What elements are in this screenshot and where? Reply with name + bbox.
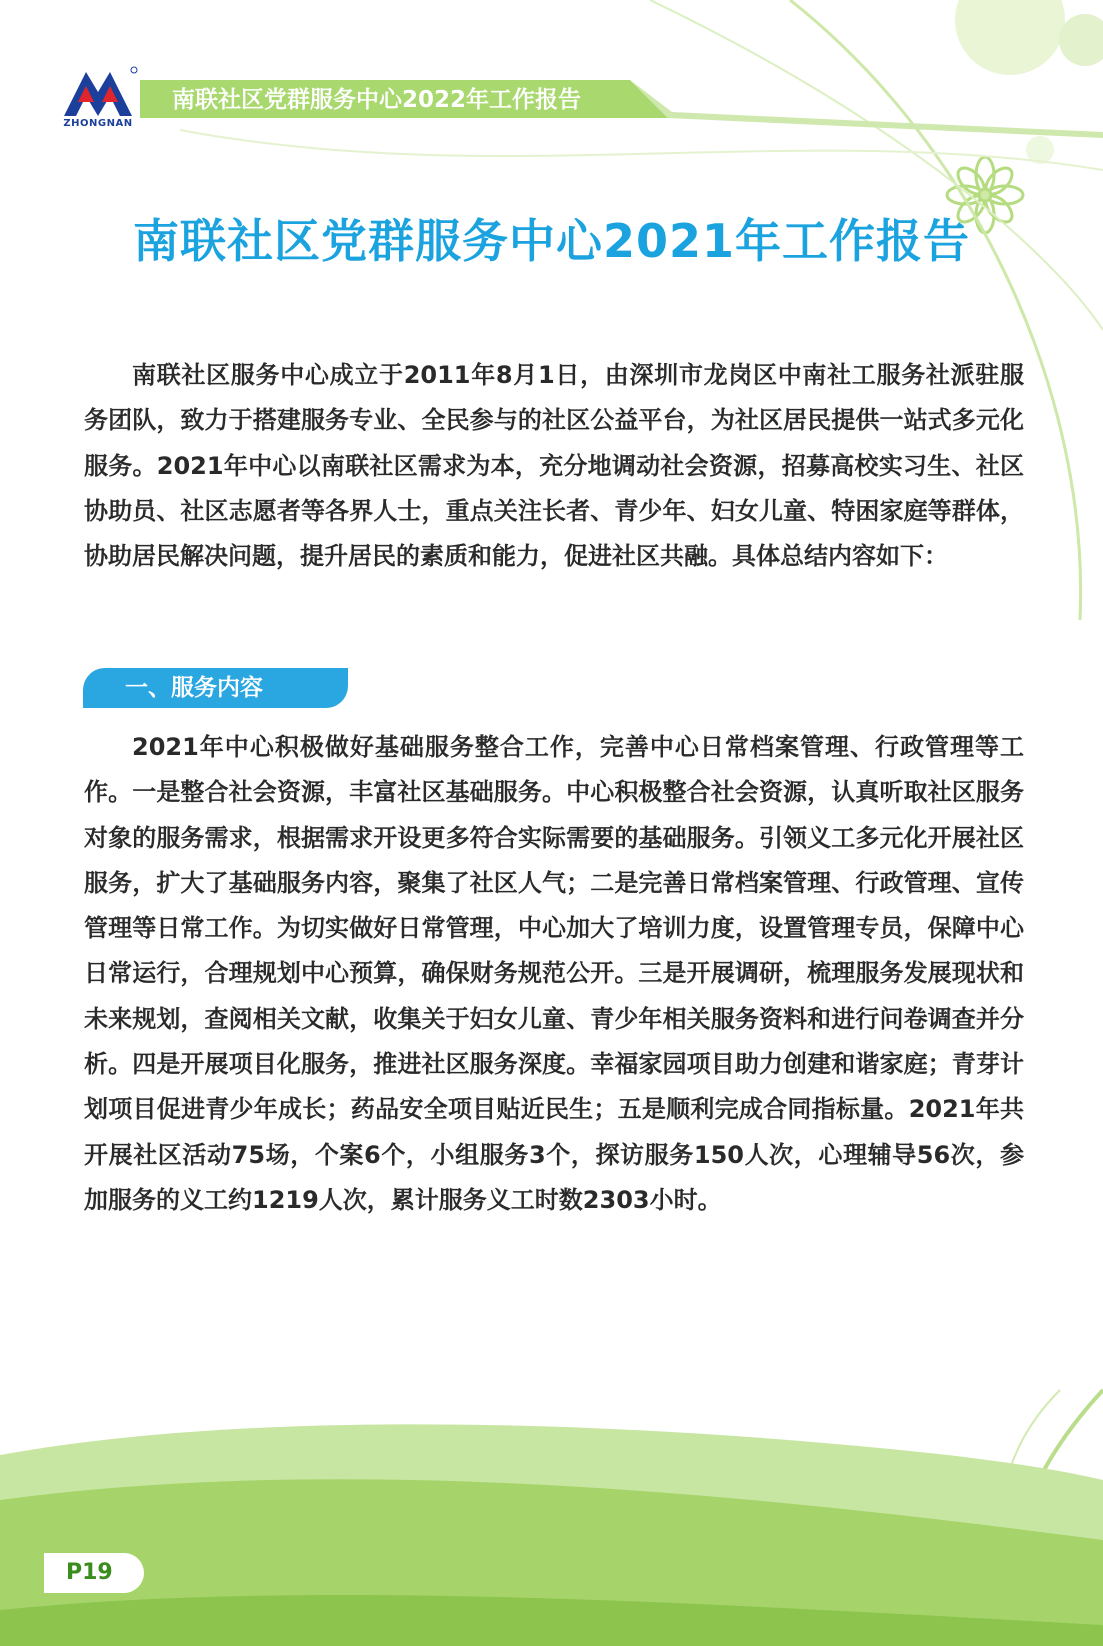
page-number: P19 (66, 1560, 113, 1585)
logo-wordmark: ZHONGNAN (63, 118, 133, 129)
vine-line (180, 130, 1103, 170)
deco-circle (955, 0, 1065, 75)
running-header-title: 南联社区党群服务中心2022年工作报告 (172, 87, 582, 113)
section-body-paragraph: 2021年中心积极做好基础服务整合工作，完善中心日常档案管理、行政管理等工作。一是整合社会资源，丰富社区基础服务。中心积极整合社会资源，认真听取社区服务对象的服务需求，根据需求开设更多符合实际需要的基础服务。引领义工多元化开展社区服务，扩大了基础服务内容，聚集了社区人气；二是完善日常档案管理、行政管理、宣传管理等日常工作。为切实做好日常管理，中心加大了培训力度，设置管理专员，保障中心日常运行，合理规划中心预算，确保财务规范公开。三是开展调研，梳理服务发展现状和未来规划，查阅相关文献，收集关于妇女儿童、青少年相关服务资料和进行问卷调查并分析。四是开展项目化服务，推进社区服务深度。幸福家园项目助力创建和谐家庭；青芽计划项目促进青少年成长；药品安全项目贴近民生；五是顺利完成合同指标量。2021年共开展社区活动75场，个案6个，小组服务3个，探访服务150人次，心理辅导56次，参加服务的义工约1219人次，累计服务义工时数2303小时。 (84, 733, 1024, 1214)
intro-paragraph: 南联社区服务中心成立于2011年8月1日，由深圳市龙岗区中南社工服务社派驻服务团队，致力于搭建服务专业、全民参与的社区公益平台，为社区居民提供一站式多元化服务。2021年中心以南联社区需求为本，充分地调动社会资源，招募高校实习生、社区协助员、社区志愿者等各界人士，重点关注长者、青少年、妇女儿童、特困家庭等群体，协助居民解决问题，提升居民的素质和能力，促进社区共融。具体总结内容如下： (84, 361, 1024, 571)
header-band-tail (630, 80, 1103, 138)
section-heading: 一、服务内容 (125, 675, 263, 701)
deco-circle (1059, 14, 1103, 66)
page-title: 南联社区党群服务中心2021年工作报告 (132, 214, 971, 268)
